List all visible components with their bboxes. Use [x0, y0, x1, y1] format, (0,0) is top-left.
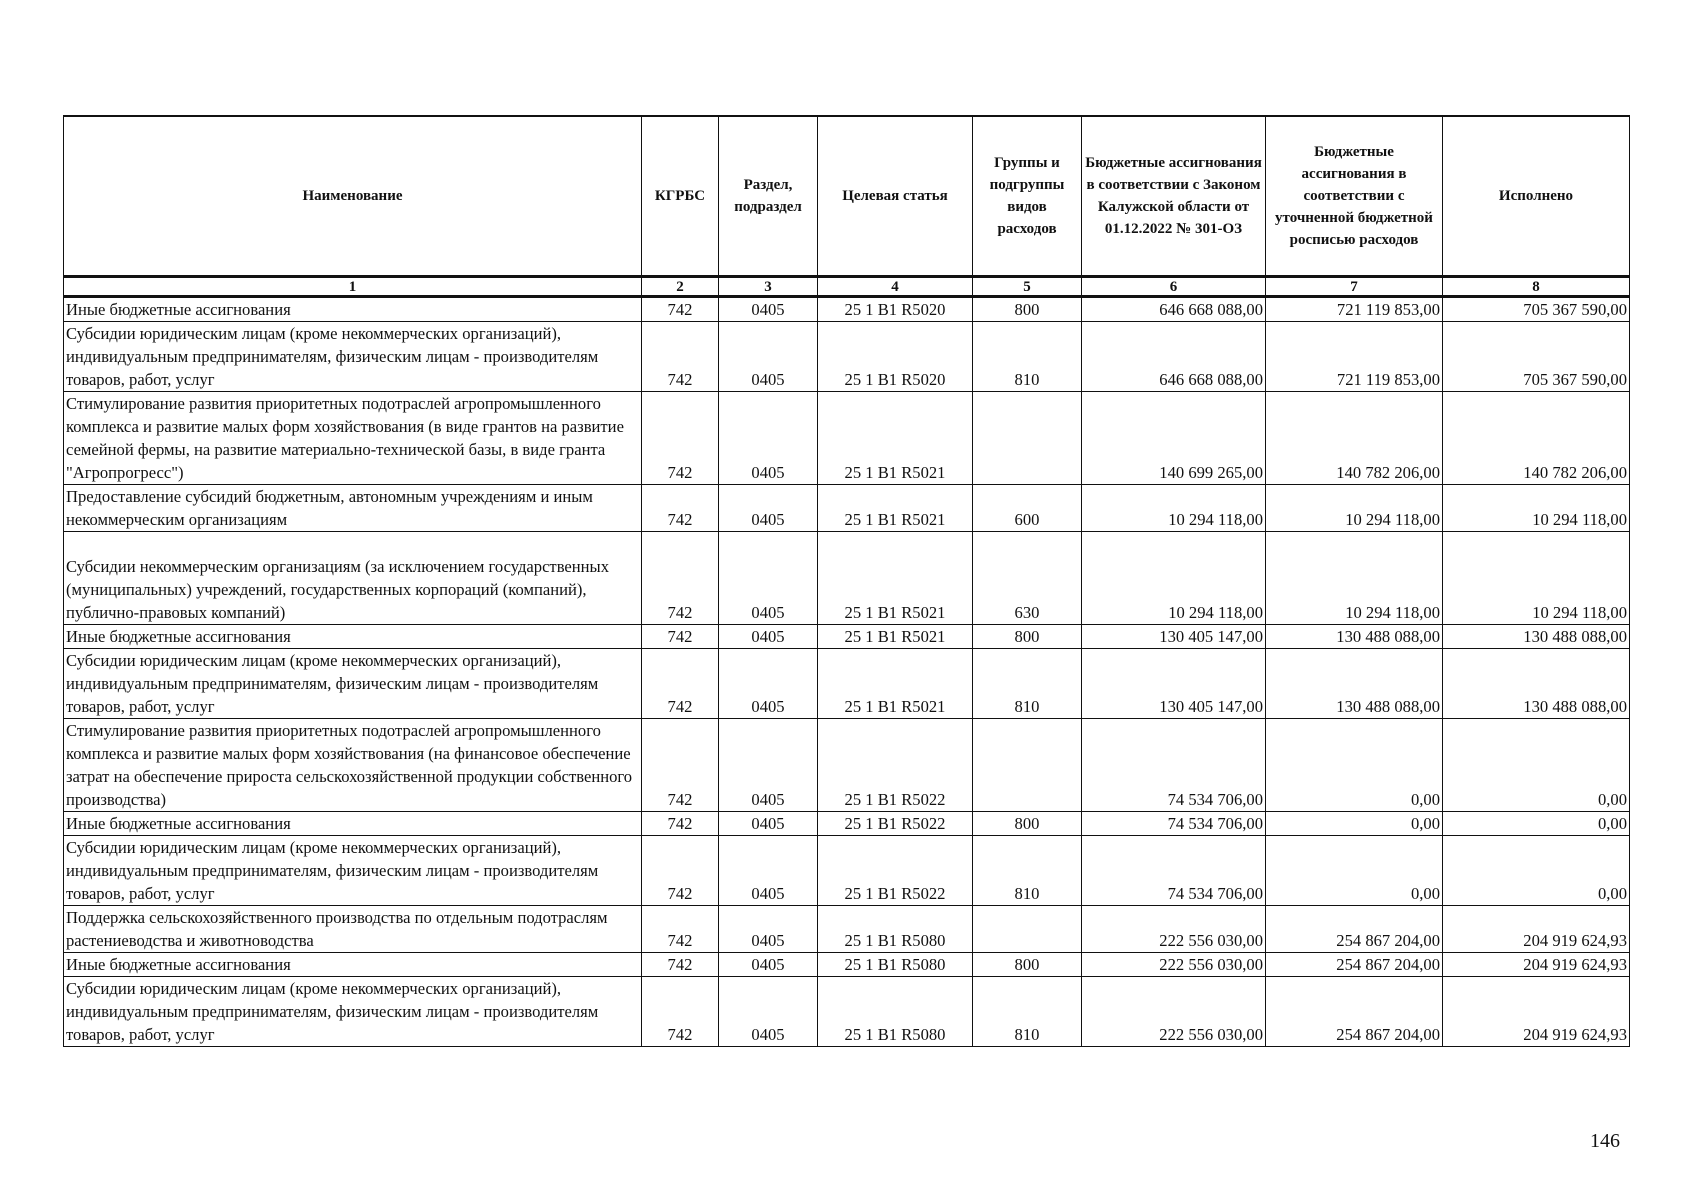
table-row [64, 485, 1630, 532]
table-row [64, 719, 1630, 812]
column-number: 2 [642, 277, 719, 297]
table-row [64, 649, 1630, 719]
cell-executed: 705 367 590,00 [1443, 297, 1630, 322]
cell-refined: 721 119 853,00 [1266, 297, 1443, 322]
cell-group: 600 [973, 485, 1082, 532]
cell-section: 0405 [719, 836, 818, 906]
cell-section: 0405 [719, 625, 818, 649]
header-section: Раздел, подраздел [719, 116, 818, 277]
cell-name: Стимулирование развития приоритетных подотраслей агропромышленного комплекса и развитие малых форм хозяйствования (на финансовое обеспечение затрат на обеспечение прироста сельскохозяйственной продукции собственного производства) [64, 719, 642, 812]
cell-target: 25 1 B1 R5021 [818, 625, 973, 649]
cell-target: 25 1 B1 R5021 [818, 392, 973, 485]
cell-kgrbs: 742 [642, 649, 719, 719]
cell-target: 25 1 B1 R5020 [818, 297, 973, 322]
cell-name: Иные бюджетные ассигнования [64, 297, 642, 322]
cell-law: 130 405 147,00 [1082, 625, 1266, 649]
cell-refined: 130 488 088,00 [1266, 649, 1443, 719]
cell-kgrbs: 742 [642, 977, 719, 1047]
cell-group: 810 [973, 649, 1082, 719]
cell-kgrbs: 742 [642, 625, 719, 649]
cell-executed: 705 367 590,00 [1443, 322, 1630, 392]
cell-law: 130 405 147,00 [1082, 649, 1266, 719]
cell-refined: 140 782 206,00 [1266, 392, 1443, 485]
cell-name: Иные бюджетные ассигнования [64, 812, 642, 836]
cell-law: 646 668 088,00 [1082, 322, 1266, 392]
table-row [64, 812, 1630, 836]
cell-refined: 10 294 118,00 [1266, 485, 1443, 532]
table-row [64, 836, 1630, 906]
cell-kgrbs: 742 [642, 906, 719, 953]
budget-table-sheet [63, 115, 1629, 1047]
column-number: 3 [719, 277, 818, 297]
header-law: Бюджетные ассигнования в соответствии с Законом Калужской области от 01.12.2022 № 301-ОЗ [1082, 116, 1266, 277]
cell-executed: 130 488 088,00 [1443, 625, 1630, 649]
table-row [64, 625, 1630, 649]
cell-name: Субсидии юридическим лицам (кроме некоммерческих организаций), индивидуальным предпринимателям, физическим лицам - производителям товаров, работ, услуг [64, 977, 642, 1047]
table-row [64, 297, 1630, 322]
header-executed: Исполнено [1443, 116, 1630, 277]
column-number: 8 [1443, 277, 1630, 297]
cell-section: 0405 [719, 649, 818, 719]
cell-group: 800 [973, 297, 1082, 322]
cell-executed: 0,00 [1443, 719, 1630, 812]
cell-refined: 0,00 [1266, 812, 1443, 836]
cell-name: Субсидии некоммерческим организациям (за исключением государственных (муниципальных) учреждений, государственных корпораций (компаний), публично-правовых компаний) [64, 532, 642, 625]
cell-executed: 204 919 624,93 [1443, 953, 1630, 977]
cell-law: 10 294 118,00 [1082, 485, 1266, 532]
cell-section: 0405 [719, 485, 818, 532]
cell-kgrbs: 742 [642, 322, 719, 392]
cell-refined: 0,00 [1266, 836, 1443, 906]
table-row [64, 953, 1630, 977]
cell-refined: 130 488 088,00 [1266, 625, 1443, 649]
cell-target: 25 1 B1 R5021 [818, 485, 973, 532]
cell-kgrbs: 742 [642, 953, 719, 977]
table-body [64, 297, 1630, 1047]
cell-kgrbs: 742 [642, 836, 719, 906]
column-number: 7 [1266, 277, 1443, 297]
cell-target: 25 1 B1 R5021 [818, 649, 973, 719]
cell-section: 0405 [719, 977, 818, 1047]
cell-group: 800 [973, 812, 1082, 836]
cell-group: 810 [973, 836, 1082, 906]
cell-executed: 204 919 624,93 [1443, 906, 1630, 953]
cell-name: Иные бюджетные ассигнования [64, 625, 642, 649]
header-target: Целевая статья [818, 116, 973, 277]
header-group: Группы и подгруппы видов расходов [973, 116, 1082, 277]
header-kgrbs: КГРБС [642, 116, 719, 277]
cell-law: 74 534 706,00 [1082, 836, 1266, 906]
cell-section: 0405 [719, 953, 818, 977]
cell-name: Субсидии юридическим лицам (кроме некоммерческих организаций), индивидуальным предпринимателям, физическим лицам - производителям товаров, работ, услуг [64, 649, 642, 719]
cell-law: 140 699 265,00 [1082, 392, 1266, 485]
cell-law: 74 534 706,00 [1082, 812, 1266, 836]
cell-name: Стимулирование развития приоритетных подотраслей агропромышленного комплекса и развитие малых форм хозяйствования (в виде грантов на развитие семейной фермы, на развитие материально-технической базы, в виде гранта "Агропрогресс") [64, 392, 642, 485]
cell-name: Иные бюджетные ассигнования [64, 953, 642, 977]
table-row [64, 906, 1630, 953]
header-row [64, 116, 1630, 277]
column-number: 4 [818, 277, 973, 297]
cell-refined: 254 867 204,00 [1266, 953, 1443, 977]
cell-executed: 10 294 118,00 [1443, 532, 1630, 625]
cell-group: 800 [973, 625, 1082, 649]
cell-target: 25 1 B1 R5080 [818, 977, 973, 1047]
cell-target: 25 1 B1 R5021 [818, 532, 973, 625]
cell-name: Предоставление субсидий бюджетным, автономным учреждениям и иным некоммерческим организациям [64, 485, 642, 532]
cell-section: 0405 [719, 719, 818, 812]
cell-name: Субсидии юридическим лицам (кроме некоммерческих организаций), индивидуальным предпринимателям, физическим лицам - производителям товаров, работ, услуг [64, 322, 642, 392]
column-number: 5 [973, 277, 1082, 297]
header-refined: Бюджетные ассигнования в соответствии с уточненной бюджетной росписью расходов [1266, 116, 1443, 277]
cell-kgrbs: 742 [642, 532, 719, 625]
column-number: 1 [64, 277, 642, 297]
cell-executed: 140 782 206,00 [1443, 392, 1630, 485]
cell-executed: 0,00 [1443, 812, 1630, 836]
cell-section: 0405 [719, 532, 818, 625]
cell-law: 74 534 706,00 [1082, 719, 1266, 812]
table-row [64, 532, 1630, 625]
cell-section: 0405 [719, 812, 818, 836]
cell-executed: 0,00 [1443, 836, 1630, 906]
cell-group: 630 [973, 532, 1082, 625]
cell-group [973, 906, 1082, 953]
table-row [64, 322, 1630, 392]
budget-table [63, 115, 1630, 1047]
cell-law: 222 556 030,00 [1082, 906, 1266, 953]
cell-kgrbs: 742 [642, 297, 719, 322]
cell-target: 25 1 B1 R5080 [818, 953, 973, 977]
cell-kgrbs: 742 [642, 392, 719, 485]
cell-target: 25 1 B1 R5022 [818, 812, 973, 836]
cell-refined: 721 119 853,00 [1266, 322, 1443, 392]
column-number-row [64, 277, 1630, 297]
header-name: Наименование [64, 116, 642, 277]
cell-kgrbs: 742 [642, 485, 719, 532]
cell-group: 810 [973, 322, 1082, 392]
page-number: 146 [1590, 1130, 1620, 1152]
cell-section: 0405 [719, 297, 818, 322]
cell-name: Поддержка сельскохозяйственного производства по отдельным подотраслям растениеводства и животноводства [64, 906, 642, 953]
cell-section: 0405 [719, 392, 818, 485]
cell-kgrbs: 742 [642, 719, 719, 812]
cell-target: 25 1 B1 R5022 [818, 719, 973, 812]
cell-target: 25 1 B1 R5022 [818, 836, 973, 906]
cell-law: 10 294 118,00 [1082, 532, 1266, 625]
cell-law: 222 556 030,00 [1082, 953, 1266, 977]
table-row [64, 392, 1630, 485]
cell-section: 0405 [719, 322, 818, 392]
cell-group: 810 [973, 977, 1082, 1047]
cell-target: 25 1 B1 R5080 [818, 906, 973, 953]
cell-refined: 254 867 204,00 [1266, 906, 1443, 953]
cell-law: 646 668 088,00 [1082, 297, 1266, 322]
cell-refined: 254 867 204,00 [1266, 977, 1443, 1047]
cell-executed: 10 294 118,00 [1443, 485, 1630, 532]
cell-group [973, 392, 1082, 485]
cell-refined: 10 294 118,00 [1266, 532, 1443, 625]
cell-name: Субсидии юридическим лицам (кроме некоммерческих организаций), индивидуальным предпринимателям, физическим лицам - производителям товаров, работ, услуг [64, 836, 642, 906]
cell-kgrbs: 742 [642, 812, 719, 836]
cell-law: 222 556 030,00 [1082, 977, 1266, 1047]
column-number: 6 [1082, 277, 1266, 297]
cell-refined: 0,00 [1266, 719, 1443, 812]
cell-group: 800 [973, 953, 1082, 977]
table-row [64, 977, 1630, 1047]
cell-target: 25 1 B1 R5020 [818, 322, 973, 392]
cell-executed: 130 488 088,00 [1443, 649, 1630, 719]
cell-executed: 204 919 624,93 [1443, 977, 1630, 1047]
cell-group [973, 719, 1082, 812]
cell-section: 0405 [719, 906, 818, 953]
